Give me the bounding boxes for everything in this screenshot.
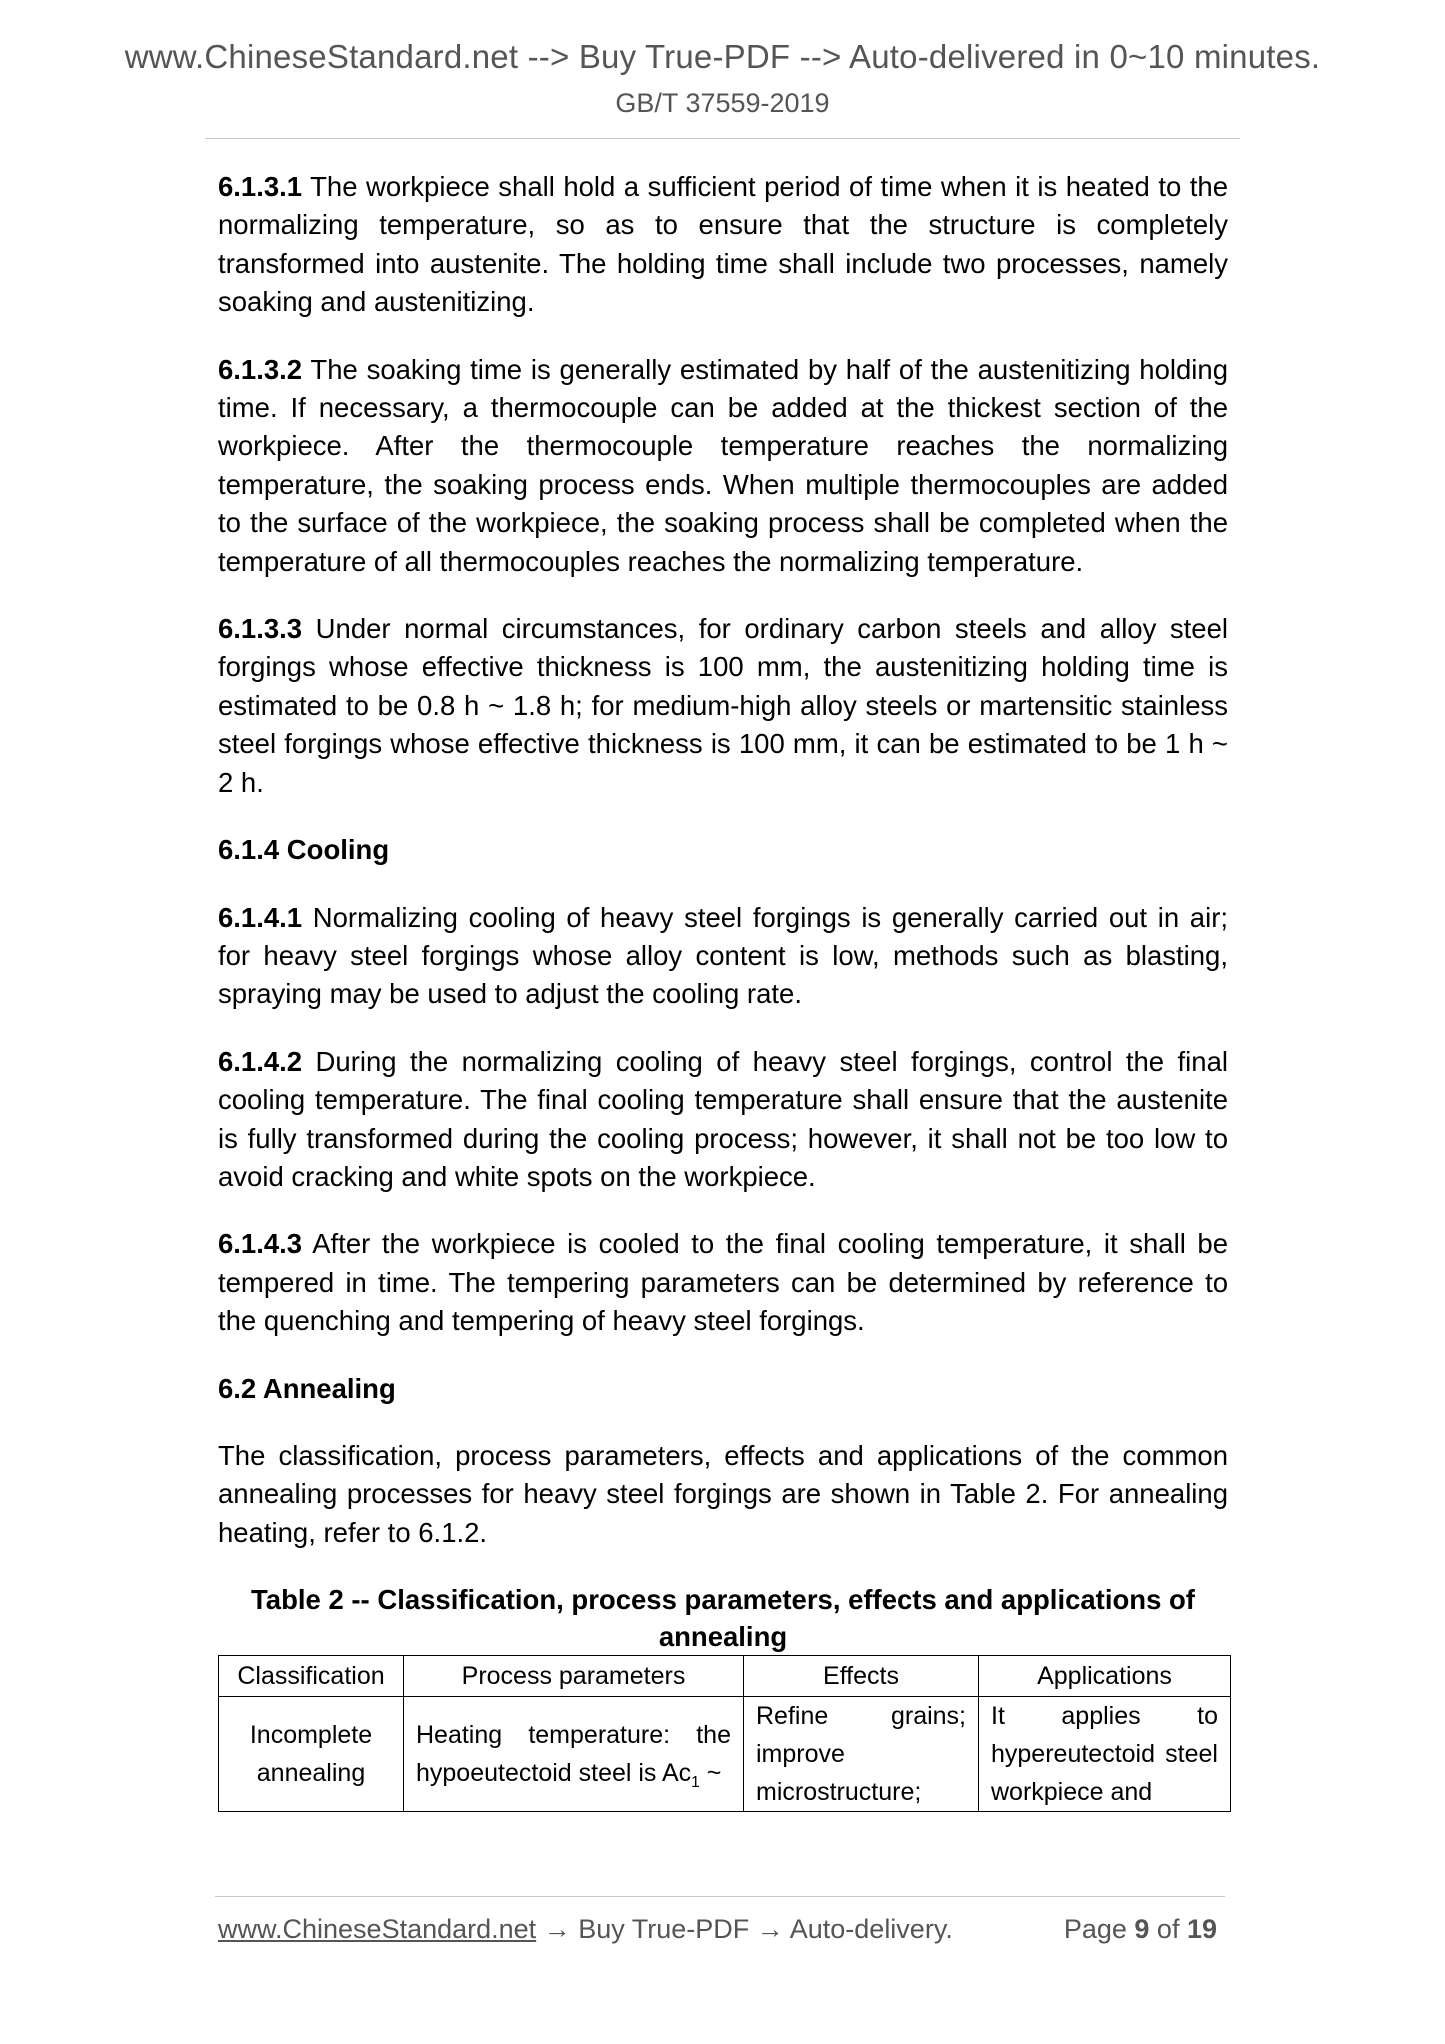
- col-header-effects: Effects: [744, 1656, 979, 1697]
- clause-text: The soaking time is generally estimated by half of the austenitizing holding time. If necessary, a thermocouple can be added at the thickest section of the workpiece. After the thermocouple temperature reaches the normalizing temperature, the soaking process ends. When multiple thermocouples are added to the surface of the workpiece, the soaking process shall be completed when the temperature of all thermocouples reaches the normalizing temperature.: [218, 353, 1228, 577]
- standard-number: GB/T 37559-2019: [615, 88, 830, 118]
- cell-applications: It applies to hypereutectoid steel workpiece and: [979, 1697, 1231, 1812]
- page-label: Page: [1063, 1914, 1135, 1944]
- clause-number: 6.1.4.1: [218, 901, 303, 933]
- classification-line: Incomplete: [249, 1721, 373, 1750]
- clause-6-1-4-2: [218, 1043, 1228, 1197]
- clause-6-1-3-1: [218, 168, 1228, 322]
- cell-effects: Refine grains; improve microstructure;: [744, 1697, 979, 1812]
- clause-text: The workpiece shall hold a sufficient period of time when it is heated to the normalizing temperature, so as to ensure that the structure is completely transformed into austenite. The holding time shall include two processes, namely soaking and austenitizing.: [218, 171, 1228, 318]
- heading-cooling: 6.1.4 Cooling: [218, 834, 390, 866]
- header-divider: [205, 138, 1240, 139]
- classification-line: annealing: [256, 1759, 366, 1788]
- of-label: of: [1149, 1914, 1187, 1944]
- clause-text: Normalizing cooling of heavy steel forgings is generally carried out in air; for heavy steel forgings whose alloy content is low, methods such as blasting, spraying may be used to adjust the cooling rate.: [218, 901, 1228, 1010]
- clause-6-1-3-2: [218, 351, 1228, 581]
- clause-number: 6.1.4.3: [218, 1228, 303, 1260]
- page-number: 9: [1134, 1914, 1150, 1944]
- clause-text: During the normalizing cooling of heavy steel forgings, control the final cooling temperature. The final cooling temperature shall ensure that the austenite is fully transformed during the cooling process; however, it shall not be too low to avoid cracking and white spots on the workpiece.: [218, 1045, 1228, 1192]
- footer-promo-text: → Buy True-PDF → Auto-delivery.: [536, 1914, 953, 1944]
- page-total: 19: [1186, 1914, 1217, 1944]
- params-tail: ~: [699, 1759, 722, 1788]
- clause-number: 6.1.3.2: [218, 353, 303, 385]
- footer-promo: [218, 1914, 953, 1945]
- col-header-applications: Applications: [979, 1656, 1231, 1697]
- footer-divider: [215, 1896, 1225, 1897]
- clause-text: After the workpiece is cooled to the final cooling temperature, it shall be tempered in time. The tempering parameters can be determined by reference to the quenching and tempering of heavy steel forgings.: [218, 1228, 1228, 1337]
- clause-number: 6.1.3.3: [218, 613, 303, 645]
- table-header-row: [219, 1656, 1231, 1697]
- heading-annealing: 6.2 Annealing: [218, 1372, 396, 1404]
- clause-6-1-4-3: [218, 1225, 1228, 1340]
- cell-process-parameters: [404, 1697, 744, 1812]
- table-row: [219, 1697, 1231, 1812]
- footer-site-link[interactable]: www.ChineseStandard.net: [218, 1914, 537, 1944]
- table-caption: Table 2 -- Classification, process parameters, effects and applications of annealing: [251, 1584, 1195, 1653]
- params-subscript: 1: [691, 1774, 700, 1792]
- col-header-classification: Classification: [219, 1656, 404, 1697]
- clause-text: Under normal circumstances, for ordinary carbon steels and alloy steel forgings whose effective thickness is 100 mm, the austenitizing holding time is estimated to be 0.8 h ~ 1.8 h; for medium-high alloy steels or martensitic stainless steel forgings whose effective thickness is 100 mm, it can be estimated to be 1 h ~ 2 h.: [218, 613, 1228, 798]
- clause-number: 6.1.3.1: [218, 171, 303, 202]
- clause-6-1-4-1: [218, 899, 1228, 1014]
- col-header-process-parameters: Process parameters: [404, 1656, 744, 1697]
- annealing-table: [218, 1655, 1231, 1812]
- page-indicator: [1064, 1914, 1217, 1945]
- header-promo: www.ChineseStandard.net --> Buy True-PDF --> Auto-delivered in 0~10 minutes.: [124, 38, 1321, 75]
- clause-6-1-3-3: [218, 610, 1228, 802]
- page-content: [218, 168, 1228, 1812]
- cell-classification: [219, 1697, 404, 1812]
- annealing-intro: The classification, process parameters, effects and applications of the common annealing processes for heavy steel forgings are shown in Table 2. For annealing heating, refer to 6.1.2.: [218, 1439, 1228, 1548]
- params-text: Heating temperature: the hypoeutectoid steel is Ac: [416, 1721, 731, 1788]
- clause-number: 6.1.4.2: [218, 1045, 303, 1077]
